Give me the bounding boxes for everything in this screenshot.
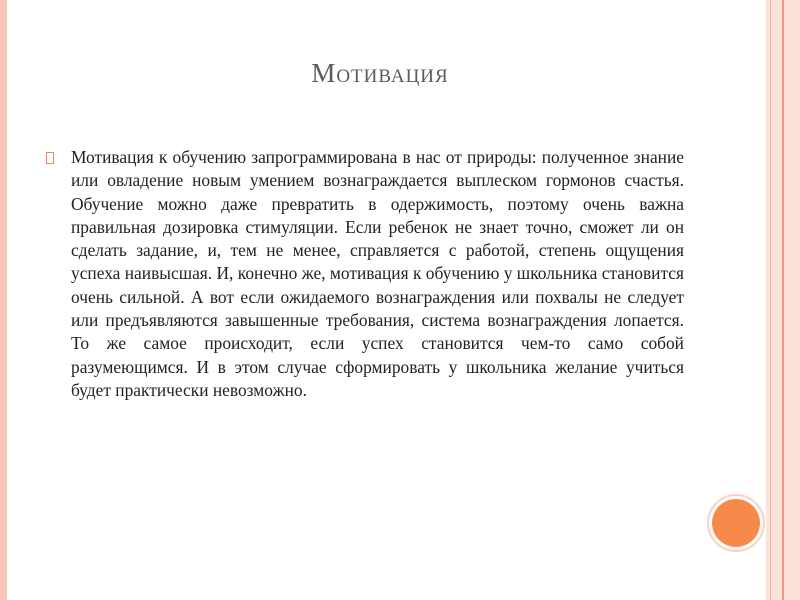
left-frame-border (0, 0, 7, 600)
bullet-text: Мотивация к обучению запрограммирована в нас от природы: полученное знание или овладение новым умением вознаграждается выплеском гормонов счастья. Обучение можно даже превратить в одержимость, поэтому очень важна правильная дозировка стимуляции. Если ребенок не знает точно, сможет ли он сделать задание, и, тем не менее, справляется с работой, степень ощущения успеха наивысшая. И, конечно же, мотивация к обучению у школьника становится очень сильной. А вот если ожидаемого вознаграждения или похвалы не следует или предъявляются завышенные требования, система вознаграждения лопается. То же самое происходит, если успех становится чем-то само собой разумеющимся. И в этом случае сформировать у школьника желание учиться будет практически невозможно. (71, 147, 684, 400)
right-frame-line (782, 0, 784, 600)
slide-title: Мотивация (311, 58, 449, 88)
right-frame-inner-line (770, 0, 771, 600)
orange-circle-icon (712, 499, 760, 547)
square-bullet-icon (46, 152, 54, 164)
